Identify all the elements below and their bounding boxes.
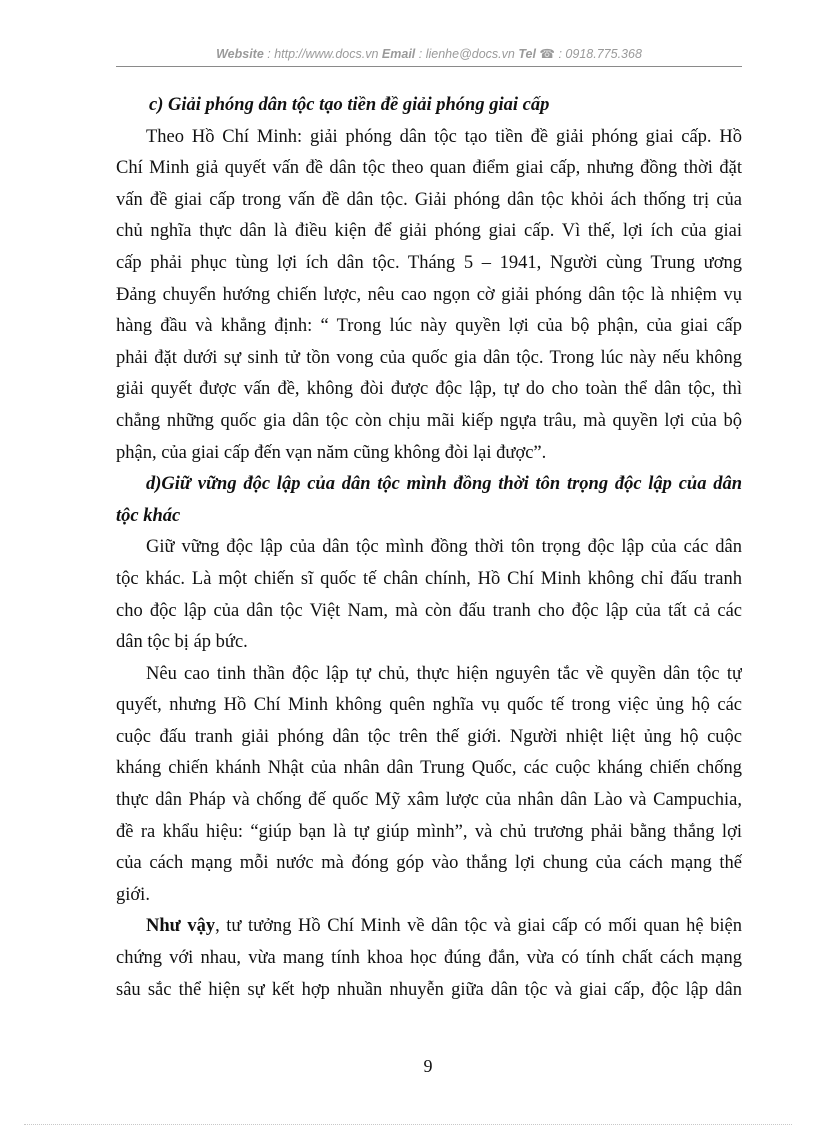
page-number: 9 — [423, 1056, 433, 1076]
text-line: Nêu cao tinh thần độc lập tự chủ, thực hiện nguyên tắc về quyền dân tộc tự — [146, 663, 742, 684]
text-line: vấn đề giai cấp trong vấn đề dân tộc. Giải phóng dân tộc khỏi ách thống trị của — [116, 189, 742, 210]
text-line: thực dân Pháp và chống đế quốc Mỹ xâm lược của nhân dân Lào và Campuchia, — [116, 790, 742, 811]
text-line: Chí Minh giả quyết vấn đề dân tộc theo quan điểm giai cấp, nhưng đồng thời đặt — [116, 158, 742, 179]
text-line: Theo Hồ Chí Minh: giải phóng dân tộc tạo tiền đề giải phóng giai cấp. Hồ — [146, 126, 742, 147]
email-label: Email — [381, 47, 416, 61]
tel-label: Tel — [518, 47, 536, 61]
document-body — [116, 90, 742, 1006]
phone-icon: ☎ — [539, 47, 555, 61]
text-line — [116, 911, 742, 943]
text-line: của cách mạng mỗi nước mà đóng góp vào thắng lợi chung của cách mạng thế — [116, 853, 742, 874]
text-line: Đảng chuyển hướng chiến lược, nêu cao ngọn cờ giải phóng dân tộc là nhiệm vụ — [116, 284, 742, 305]
text-line: chẳng những quốc gia dân tộc còn chịu mãi kiếp ngựa trâu, mà quyền lợi của bộ — [116, 410, 742, 431]
tel-value: : 0918.775.368 — [558, 47, 642, 61]
section-c-paragraph — [116, 122, 742, 470]
header-divider — [116, 66, 742, 67]
text-line: phận, của giai cấp đến vạn năm cũng không đòi lại được”. — [116, 442, 547, 463]
text-line: dân tộc bị áp bức. — [116, 632, 248, 653]
text-line: Giữ vững độc lập của dân tộc mình đồng thời tôn trọng độc lập của các dân — [146, 537, 742, 558]
section-d-heading-cont: tộc khác — [116, 505, 181, 526]
text-line: kháng chiến khánh Nhật của nhân dân Trung Quốc, các cuộc kháng chiến chống — [116, 758, 742, 779]
section-c-heading: c) Giải phóng dân tộc tạo tiền đề giải phóng giai cấp — [149, 95, 550, 115]
website-value[interactable]: : http://www.docs.vn — [267, 47, 379, 61]
website-label: Website — [216, 47, 264, 61]
text-line-rest: , tư tưởng Hồ Chí Minh về dân tộc và giai cấp có mối quan hệ biện — [215, 916, 742, 937]
text-line: cuộc đấu tranh giải phóng dân tộc trên thế giới. Người nhiệt liệt ủng hộ cuộc — [116, 726, 742, 747]
text-line: hàng đầu và khẳng định: “ Trong lúc này quyền lợi của bộ phận, của giai cấp — [116, 316, 742, 337]
text-line: chủ nghĩa thực dân là điều kiện để giải phóng giai cấp. Vì thế, lợi ích của giai — [116, 221, 742, 242]
section-d-paragraph-3 — [116, 911, 742, 1006]
email-value[interactable]: : lienhe@docs.vn — [418, 47, 515, 61]
text-line: giới. — [116, 884, 150, 905]
text-line: chứng với nhau, vừa mang tính khoa học đúng đắn, vừa có tính chất cách mạng — [116, 948, 742, 969]
page-header — [116, 46, 742, 61]
section-d-heading: d)Giữ vững độc lập của dân tộc mình đồng thời tôn trọng độc lập của dân — [146, 474, 742, 495]
text-line: tộc khác. Là một chiến sĩ quốc tế chân chính, Hồ Chí Minh không chỉ đấu tranh — [116, 568, 742, 589]
text-line: giải quyết được vấn đề, không đòi được độc lập, tự do cho toàn thể dân tộc, thì — [116, 379, 742, 400]
text-line: phải đặt dưới sự sinh tử tồn vong của quốc gia dân tộc. Trong lúc này nếu không — [116, 347, 742, 368]
section-d-paragraph-1 — [116, 532, 742, 658]
text-line: cho độc lập của dân tộc Việt Nam, mà còn đấu tranh cho độc lập của tất cả các — [116, 600, 742, 621]
bold-lead-text: Như vậy — [146, 916, 216, 937]
section-d-paragraph-2 — [116, 659, 742, 912]
text-line: sâu sắc thể hiện sự kết hợp nhuần nhuyễn giữa dân tộc và giai cấp, độc lập dân — [116, 979, 742, 1000]
text-line: cấp phải phục tùng lợi ích dân tộc. Tháng 5 – 1941, Người cùng Trung ương — [116, 252, 742, 273]
text-line: đề ra khẩu hiệu: “giúp bạn là tự giúp mình”, và chủ trương phải bằng thắng lợi — [116, 821, 742, 842]
text-line: quyết, nhưng Hồ Chí Minh không quên nghĩa vụ quốc tế trong việc ủng hộ các — [116, 695, 742, 716]
